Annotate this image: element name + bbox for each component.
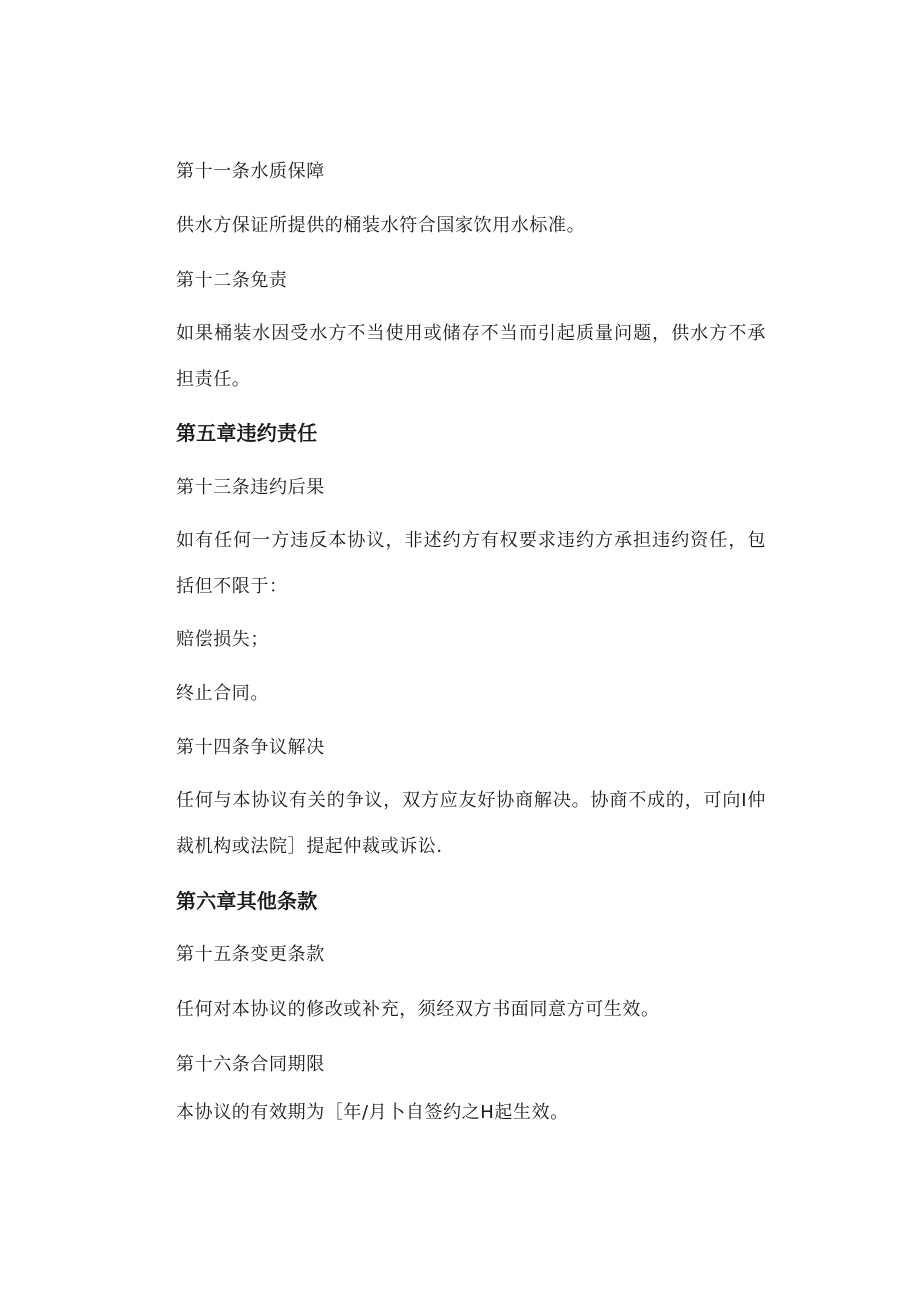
article-15-text: 任何对本协议的修改或补充，须经双方书面同意方可生效。 <box>176 999 660 1020</box>
article-12-text: 如果桶装水因受水方不当使用或储存不当而引起质量问题，供水方不承担责任。 <box>176 323 766 390</box>
article-15-heading: 第十五条变更条款 <box>176 944 325 965</box>
article-13-item-compensation: 赔偿损失； <box>176 629 269 650</box>
chapter-5-heading: 第五章违约责任 <box>176 421 318 445</box>
article-14-text: 任何与本协议有关的争议，双方应友好协商解决。协商不成的，可向I仲裁机构或法院］提起仲裁或诉讼. <box>176 790 766 857</box>
article-12-heading: 第十二条免责 <box>176 270 288 291</box>
article-11-text: 供水方保证所提供的桶装水符合国家饮用水标准。 <box>176 215 586 236</box>
article-14-heading: 第十四条争议解决 <box>176 737 325 758</box>
article-13-item-termination: 终止合同。 <box>176 683 269 704</box>
article-13-text: 如有任何一方违反本协议，非述约方有权要求违约方承担违约资任，包括但不限于： <box>176 530 766 597</box>
article-16-text: 本协议的有效期为［年/月卜自签约之H起生效。 <box>176 1102 569 1123</box>
article-16-heading: 第十六条合同期限 <box>176 1054 325 1075</box>
article-11-heading: 第十一条水质保障 <box>176 161 325 182</box>
article-13-heading: 第十三条违约后果 <box>176 477 325 498</box>
chapter-6-heading: 第六章其他条款 <box>176 889 318 913</box>
